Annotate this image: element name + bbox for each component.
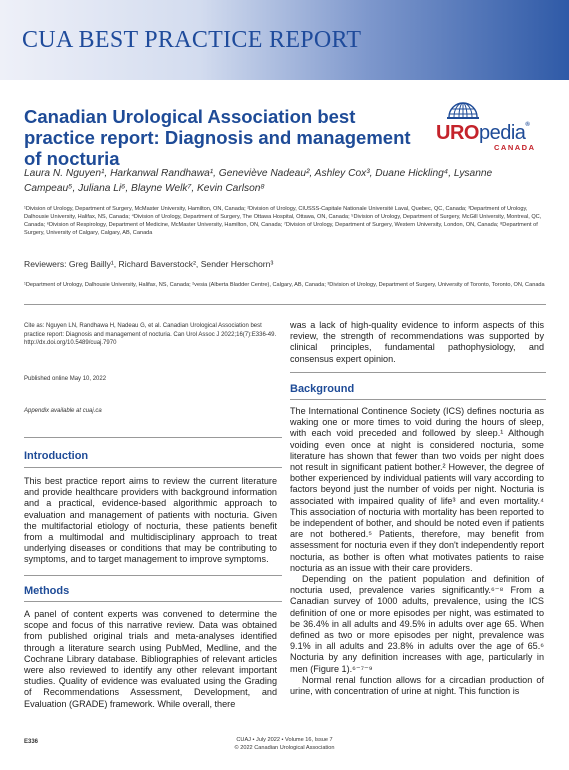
author-list: Laura N. Nguyen¹, Harkanwal Randhawa¹, Geneviève Nadeau², Ashley Cox³, Duane Hickling⁴, Lysanne Campeau⁵, Juliana Li⁶, Blayne Welk⁷, Kevin Carlson⁸ (24, 168, 493, 194)
methods-continued: was a lack of high-quality evidence to inform aspects of this review, the strength of recommendations was supported by clinical principles, fundamental pathophysiology, and consensus expert opinion. (290, 320, 544, 364)
cite-as: Cite as: Nguyen LN, Randhawa H, Nadeau G, et al. Canadian Urological Association best practice report: Diagnosis and management of nocturia. Can Urol Assoc J 2022;16(7):E336-49. http://dx.doi.org/10.5489/cuaj.7970 (24, 323, 277, 346)
introduction-text: This best practice report aims to review the current literature and provide healthcare providers with background information and a practical, evidence-based algorithmic approach to evaluation and management of patients with nocturia. Given the multifactorial etiology of nocturia, these patients benefit from a multimodal and multidisciplinary approach to treat underlying diseases or conditions that may be contributing to symptoms, and to target management to improve symptoms. (24, 476, 277, 565)
reviewers: Reviewers: Greg Bailly¹, Richard Baverstock², Sender Herschorn³ (24, 259, 274, 269)
logo-pedia: pedia (478, 122, 526, 144)
introduction-heading: Introduction (24, 450, 89, 462)
footer-info (0, 736, 569, 752)
banner-title: CUA BEST PRACTICE REPORT (22, 27, 362, 53)
page-id: E336 (24, 739, 39, 745)
section-rule (290, 372, 546, 373)
section-rule (24, 437, 282, 438)
section-rule (24, 601, 282, 602)
reviewer-affiliations: ¹Department of Urology, Dalhousie University, Halifax, NS, Canada; ²vesia (Alberta Bladder Centre), Calgary, AB, Canada; ³Division of Urology, Department of Surgery, University of Toronto, Toronto, ON, Canada (24, 282, 545, 288)
appendix-note: Appendix available at cuaj.ca (24, 408, 102, 414)
background-body (290, 406, 544, 697)
author-affiliations: ¹Division of Urology, Department of Surgery, McMaster University, Hamilton, ON, Canada; ²Division of Urology, CIUSSS-Capitale Nationale Université Laval, Quebec, QC, Canada; ³Department of Urology, Dalhousie University, Halifax, NS, Canada; ⁴Division of Urology, Department of Surgery, The Ottawa Hospital, Ottawa, ON, Canada; ⁵Division of Urology, Department of Surgery, McGill University, Montreal, QC, Canada; ⁶Division of Respirology, Department of Medicine, McMaster University, Hamilton, ON, Canada; ⁷Division of Urology, Department of Surgery, Western University, London, ON, Canada; ⁸Department of Surgery, University of Calgary, Calgary, AB, Canada (24, 206, 542, 236)
section-rule (290, 399, 546, 400)
logo-wordmark (436, 122, 529, 145)
article-title: Canadian Urological Association best practice report: Diagnosis and management of nocturia (24, 106, 411, 169)
copyright: © 2022 Canadian Urological Association (234, 745, 335, 751)
background-paragraph-3: Normal renal function allows for a circadian production of urine, with concentration of urine at night. This function is (290, 674, 544, 697)
methods-heading: Methods (24, 585, 70, 597)
published-date: Published online May 10, 2022 (24, 376, 107, 382)
logo-country: CANADA (494, 143, 536, 152)
background-heading: Background (290, 383, 355, 395)
section-rule (24, 575, 282, 576)
header-banner (0, 0, 569, 80)
uropedia-logo (432, 95, 550, 155)
journal-line: CUAJ • July 2022 • Volume 16, Issue 7 (236, 737, 333, 743)
divider (24, 304, 546, 305)
background-paragraph-1: The International Continence Society (ICS) defines nocturia as waking one or more times to void during the hours of sleep, with each void preceded and followed by sleep.¹ Although voiding even once at night is considered nocturia, some literature has shown that fewer than two voids per night does not result in significant patient bother.² However, the degree of bother experienced by individual patients will vary according to factors beyond just the number of voids per night. Nocturia is associated with impaired quality of life³ and even mortality.⁴ This association of nocturia with mortality has been reported to be independent of bother, and should be noted even if patients are not bothered.⁵ Patients, therefore, may benefit from assessment for nocturia even if they don't independently report nocturia, as bother is often what motivates patients to raise nocturia as an issue with their care providers. (290, 406, 544, 573)
background-paragraph-2: Depending on the patient population and definition of nocturia used, prevalence varies significantly.⁶⁻⁸ From a Canadian survey of 1000 adults, prevalence, using the ICS definition of one or more episodes per night, was estimated to be 36.4% in all adults and 49.5% in adults over age 65. When defined as two or more episodes per night, prevalence was 9.1% in all adults and 23.8% in adults over the age of 65.⁶ Nocturia by any definition increases with age, particularly in men (Figure 1).⁶⁻⁷⁻⁹ (290, 574, 544, 674)
logo-uro: URO (436, 122, 479, 144)
methods-text: A panel of content experts was convened to determine the scope and focus of this narrative review. Data was obtained from published original trials and meta-analyses identified through a literature search using PubMed, Medline, and the Cochrane Library database. Bibliographies of relevant articles were also reviewed to identify any other relevant important studies. Quality of evidence was evaluated using the Grading of Recommendations Assessment, Development, and Evaluation (GRADE) framework. While overall, there (24, 609, 277, 709)
globe-icon (446, 95, 480, 123)
logo-registered: ® (525, 122, 530, 128)
section-rule (24, 467, 282, 468)
